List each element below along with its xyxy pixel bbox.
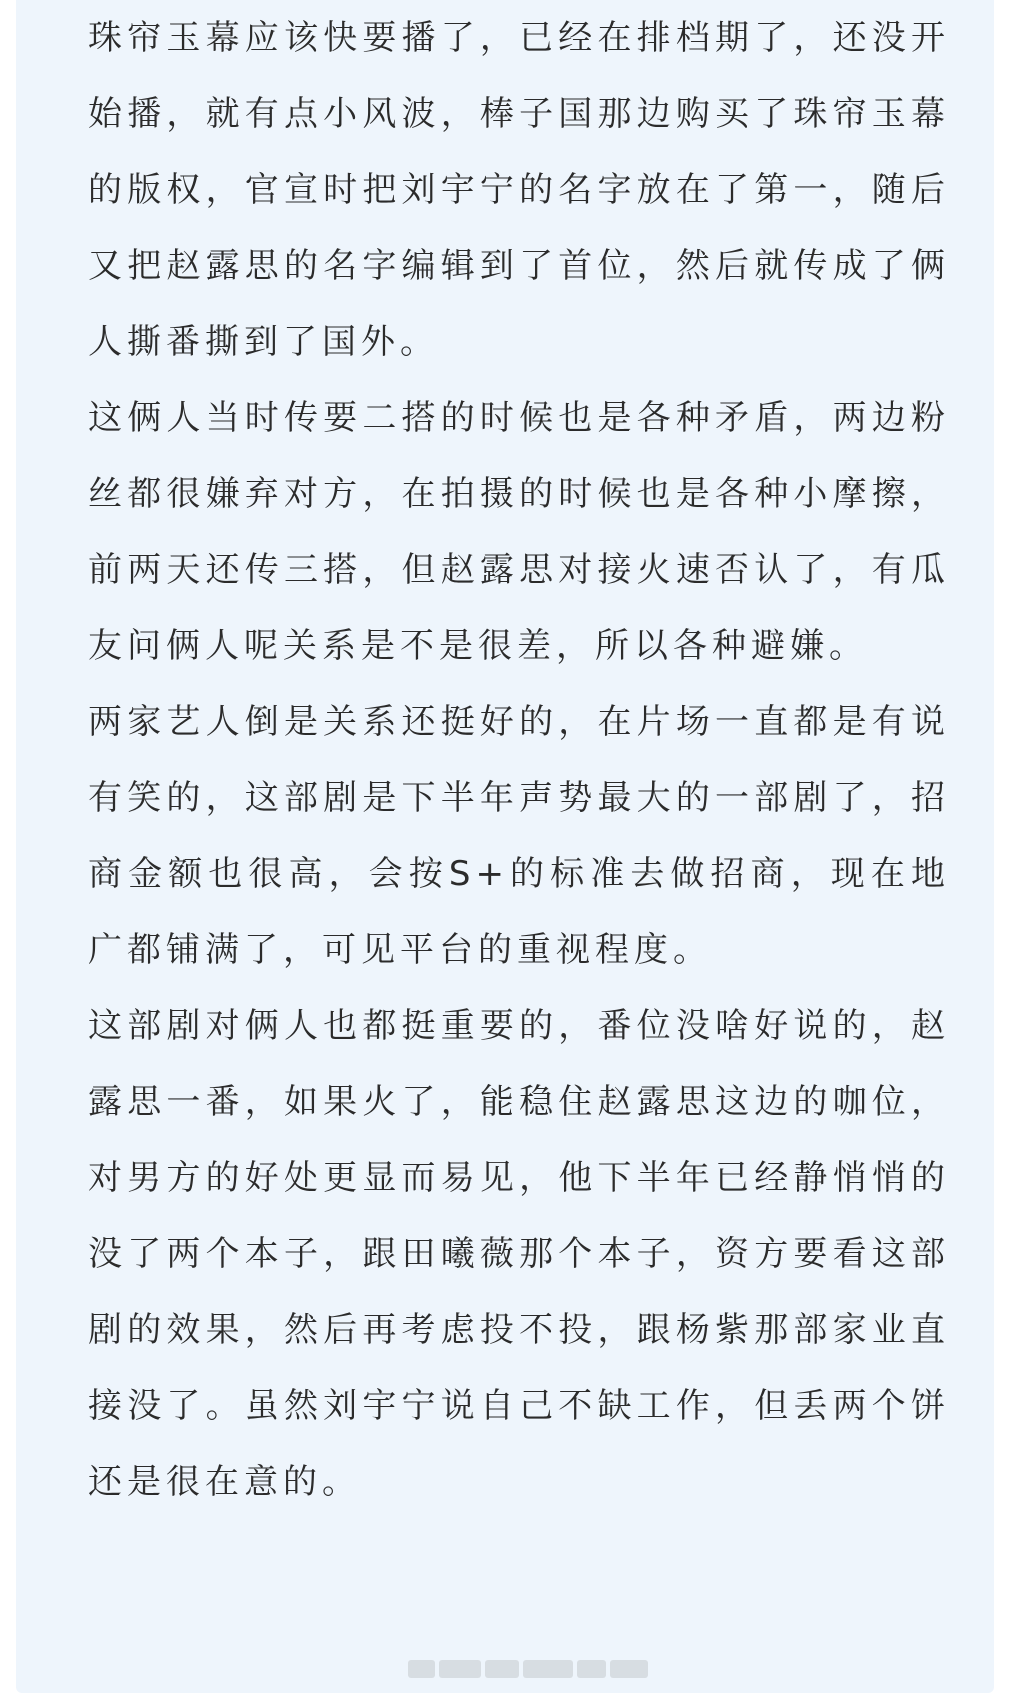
- paragraph-3: 两家艺人倒是关系还挺好的，在片场一直都是有说有笑的，这部剧是下半年声势最大的一部剧了，招商金额也很高，会按S+的标准去做招商，现在地广都铺满了，可见平台的重视程度。: [88, 702, 950, 970]
- watermark: [408, 1658, 648, 1680]
- paragraph-4: 这部剧对俩人也都挺重要的，番位没啥好说的，赵露思一番，如果火了，能稳住赵露思这边的咖位，对男方的好处更显而易见，他下半年已经静悄悄的没了两个本子，跟田曦薇那个本子，资方要看这部剧的效果，然后再考虑投不投，跟杨紫那部家业直接没了。虽然刘宇宁说自己不缺工作，但丢两个饼还是很在意的。: [88, 1006, 950, 1502]
- paragraph-2: 这俩人当时传要二搭的时候也是各种矛盾，两边粉丝都很嫌弃对方，在拍摄的时候也是各种小摩擦，前两天还传三搭，但赵露思对接火速否认了，有瓜友问俩人呢关系是不是很差，所以各种避嫌。: [88, 398, 950, 666]
- paragraph-1: 珠帘玉幕应该快要播了，已经在排档期了，还没开始播，就有点小风波，棒子国那边购买了珠帘玉幕的版权，官宣时把刘宇宁的名字放在了第一，随后又把赵露思的名字编辑到了首位，然后就传成了俩人撕番撕到了国外。: [88, 18, 950, 362]
- article-card: [16, 0, 994, 1693]
- article-body: [88, 0, 950, 1520]
